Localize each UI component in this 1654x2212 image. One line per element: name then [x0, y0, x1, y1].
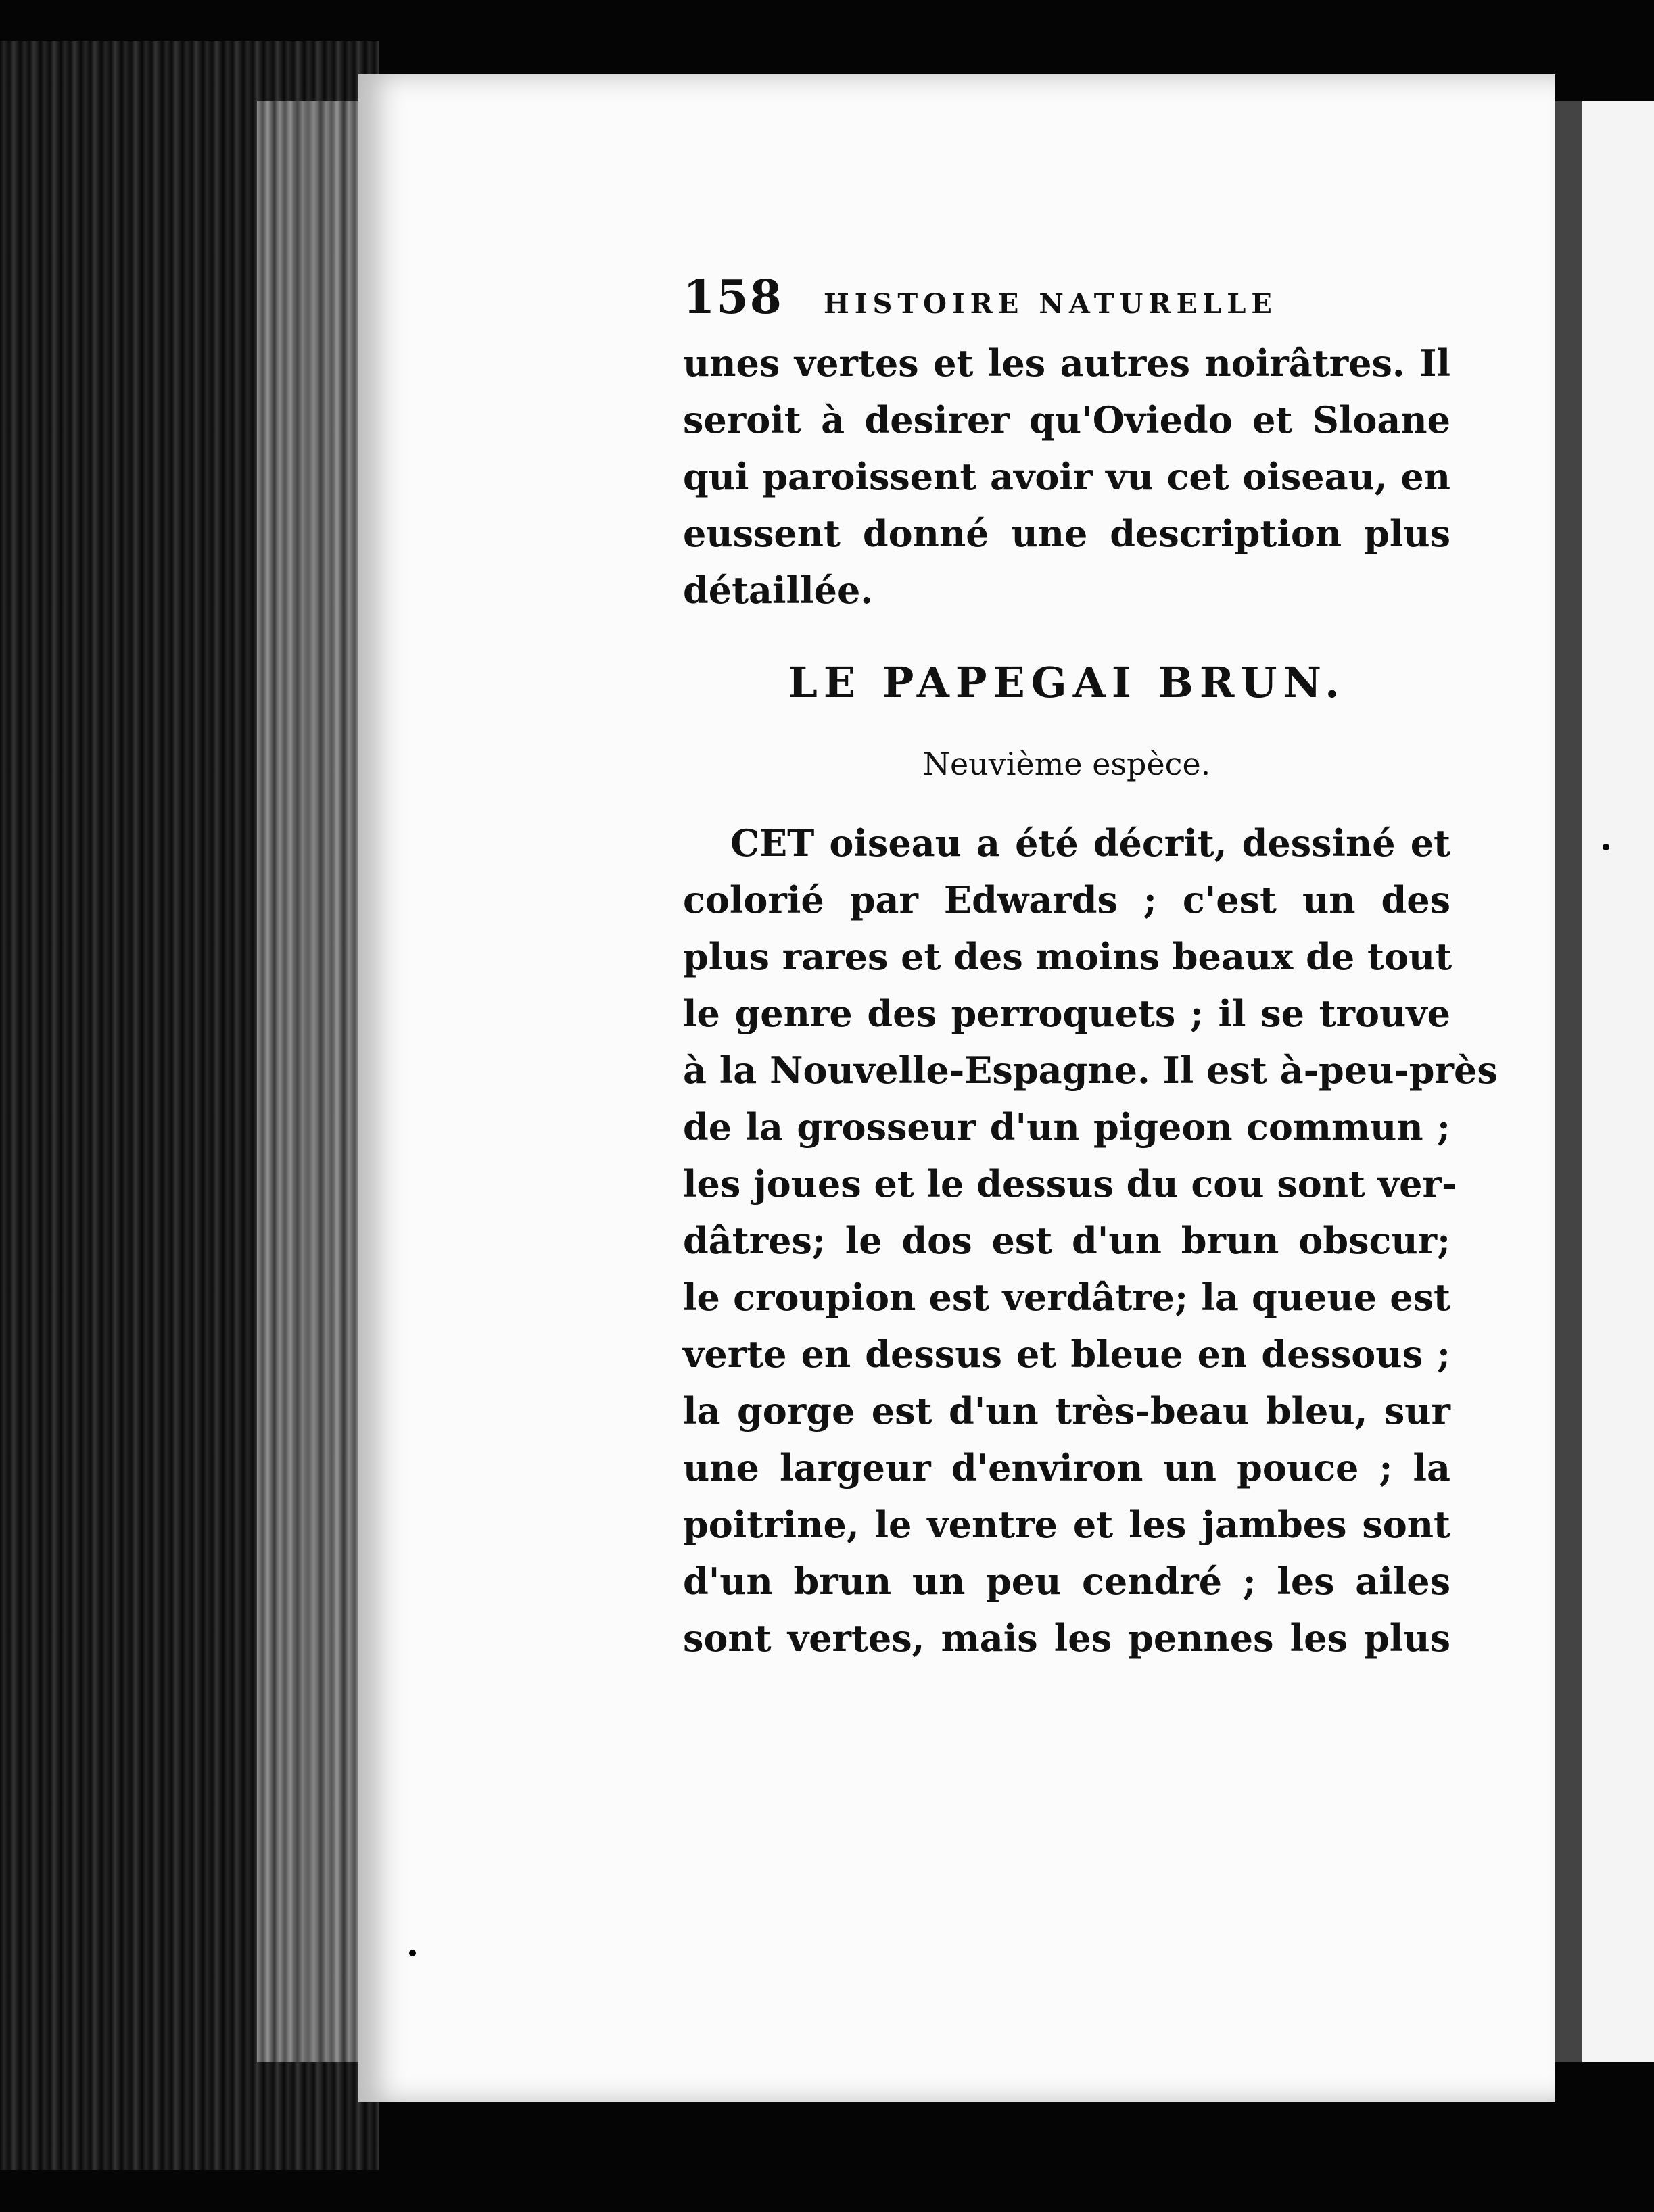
text-line: la gorge est d'un très-beau bleu, sur: [683, 1389, 1450, 1433]
text-line: CET oiseau a été décrit, dessiné et: [730, 821, 1450, 865]
text-line: le genre des perroquets ; il se trouve: [683, 992, 1450, 1035]
page-text: [683, 270, 1498, 1666]
text-line: seroit à desirer qu'Oviedo et Sloane: [683, 398, 1450, 441]
text-line: d'un brun un peu cendré ; les ailes: [683, 1560, 1450, 1603]
speck: [409, 1950, 416, 1956]
text-line: verte en dessus et bleue en dessous ;: [683, 1332, 1450, 1376]
section-subtitle: Neuvième espèce.: [922, 746, 1211, 782]
section-paragraph: [683, 815, 1498, 1666]
text-line: eussent donné une description plus: [683, 512, 1450, 555]
text-line: à la Nouvelle-Espagne. Il est à-peu-près: [683, 1049, 1498, 1092]
text-line: le croupion est verdâtre; la queue est: [683, 1276, 1450, 1319]
text-line: poitrine, le ventre et les jambes sont: [683, 1503, 1450, 1546]
text-line: unes vertes et les autres noirâtres. Il: [683, 341, 1450, 385]
adjacent-page-edge: [1555, 101, 1654, 2062]
speck: [1603, 844, 1609, 850]
opening-paragraph: [683, 335, 1450, 619]
text-line: détaillée.: [683, 569, 874, 612]
section-title: LE PAPEGAI BRUN.: [788, 658, 1346, 707]
text-line: plus rares et des moins beaux de tout: [683, 935, 1452, 978]
text-line: une largeur d'environ un pouce ; la: [683, 1446, 1450, 1489]
running-head: [683, 270, 1450, 335]
text-line: les joues et le dessus du cou sont ver-: [683, 1162, 1457, 1205]
page-edges: [257, 101, 358, 2062]
running-title: HISTOIRE NATURELLE: [823, 288, 1277, 320]
text-line: dâtres; le dos est d'un brun obscur;: [683, 1219, 1450, 1262]
text-line: colorié par Edwards ; c'est un des: [683, 878, 1450, 921]
text-line: sont vertes, mais les pennes les plus: [683, 1616, 1450, 1660]
text-line: qui paroissent avoir vu cet oiseau, en: [683, 455, 1450, 498]
page-number: 158: [683, 270, 783, 324]
text-line: de la grosseur d'un pigeon commun ;: [683, 1105, 1450, 1149]
